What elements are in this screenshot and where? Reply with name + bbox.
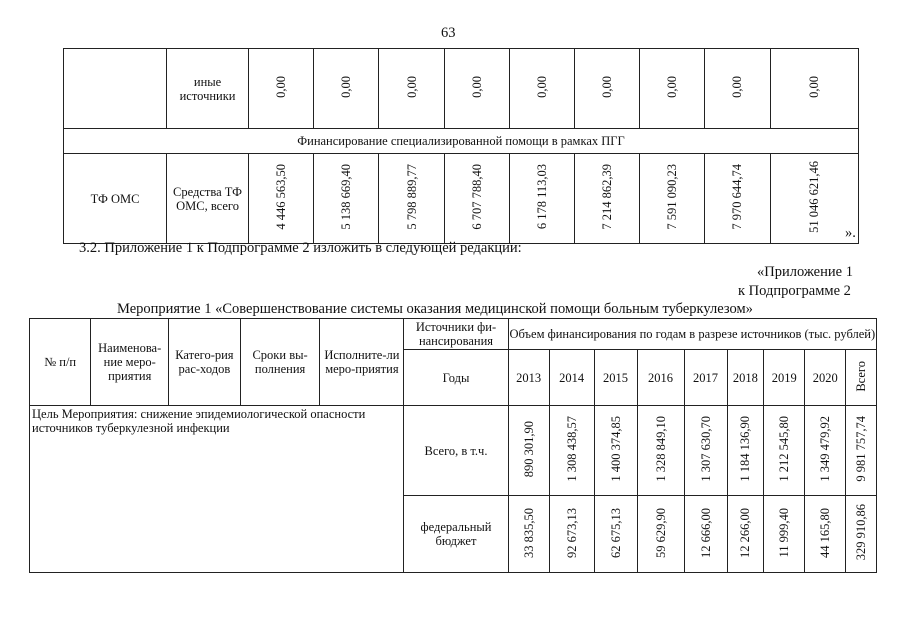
value-cell: 6 178 113,03 [534, 164, 549, 230]
closing-quote: ». [845, 225, 856, 241]
value-cell: 11 999,40 [777, 507, 792, 558]
paragraph-text: 3.2. Приложение 1 к Подпрограмме 2 изложить в следующей редакции: [79, 240, 522, 256]
row-label-federal: федеральный бюджет [404, 496, 508, 573]
value-cell: 1 212 545,80 [777, 416, 792, 482]
value-cell: 1 308 438,57 [564, 416, 579, 482]
table-row [30, 406, 877, 496]
appendix-line-2: к Подпрограмме 2 [738, 283, 851, 299]
table-row [64, 49, 859, 129]
value-cell: 33 835,50 [521, 507, 536, 558]
value-cell: 0,00 [534, 76, 549, 98]
table-row [64, 129, 859, 154]
value-cell: 12 666,00 [698, 507, 713, 558]
header-volume: Объем финансирования по годам в разрезе источников (тыс. рублей) [508, 319, 876, 350]
header-category: Катего-рия рас-ходов [169, 319, 241, 406]
value-cell: 92 673,13 [564, 507, 579, 558]
value-cell: 0,00 [600, 76, 615, 98]
value-cell: 1 328 849,10 [653, 416, 668, 482]
value-cell: 890 301,90 [521, 420, 536, 478]
page-number: 63 [441, 25, 456, 41]
value-cell: 0,00 [665, 76, 680, 98]
value-cell: 0,00 [339, 76, 354, 98]
section-title: Финансирование специализированной помощи в рамках ПГГ [64, 129, 859, 154]
header-years-label: Годы [404, 350, 508, 406]
value-cell: 0,00 [404, 76, 419, 98]
value-cell: 59 629,90 [653, 507, 668, 558]
value-cell: 1 184 136,90 [738, 416, 753, 482]
header-row [30, 319, 877, 350]
header-year: 2017 [684, 350, 727, 406]
value-cell: 0,00 [469, 76, 484, 98]
top-financing-table [63, 48, 859, 244]
value-cell: 1 307 630,70 [698, 416, 713, 482]
value-cell: 44 165,80 [818, 507, 833, 558]
row-label-total: Всего, в т.ч. [404, 406, 508, 496]
appendix-line-1: «Приложение 1 [757, 264, 853, 280]
empty-cell [64, 49, 167, 129]
value-cell: 51 046 621,46 [807, 161, 822, 233]
goal-cell: Цель Мероприятия: снижение эпидемиологической опасности источников туберкулезной инфекции [30, 406, 404, 573]
value-cell: 7 591 090,23 [665, 164, 680, 230]
value-cell: 1 349 479,92 [818, 416, 833, 482]
header-year: 2016 [637, 350, 684, 406]
header-sources: Источники фи-нансирования [404, 319, 508, 350]
measure-title: Мероприятие 1 «Совершенствование системы оказания медицинской помощи больным туберкулезом» [117, 301, 753, 317]
main-financing-table [29, 318, 877, 573]
value-cell: 7 970 644,74 [730, 164, 745, 230]
header-year: 2014 [549, 350, 594, 406]
header-executors: Исполните-ли меро-приятия [320, 319, 404, 406]
value-cell: 5 138 669,40 [339, 164, 354, 230]
header-year: 2018 [727, 350, 764, 406]
value-cell: 7 214 862,39 [600, 164, 615, 230]
value-cell: 62 675,13 [608, 507, 623, 558]
header-year: 2013 [508, 350, 549, 406]
header-year: 2020 [805, 350, 846, 406]
table-row [64, 154, 859, 244]
header-year: 2015 [594, 350, 637, 406]
value-cell: 9 981 757,74 [854, 416, 869, 482]
value-cell: 12 266,00 [738, 507, 753, 558]
value-cell: 1 400 374,85 [608, 416, 623, 482]
header-num: № п/п [30, 319, 91, 406]
value-cell: 4 446 563,50 [274, 164, 289, 230]
header-total: Всего [854, 360, 869, 392]
value-cell: 0,00 [730, 76, 745, 98]
value-cell: 6 707 788,40 [469, 164, 484, 230]
header-terms: Сроки вы-полнения [240, 319, 320, 406]
value-cell: 0,00 [274, 76, 289, 98]
value-cell: 0,00 [807, 76, 822, 98]
row-label-tfoms: Средства ТФ ОМС, всего [167, 154, 249, 244]
header-name: Наименова-ние меро-приятия [91, 319, 169, 406]
value-cell: 329 910,86 [854, 504, 869, 561]
row-label-other-sources: иные источники [167, 49, 249, 129]
header-year: 2019 [764, 350, 805, 406]
value-cell: 5 798 889,77 [404, 164, 419, 230]
executor-cell: ТФ ОМС [64, 154, 167, 244]
